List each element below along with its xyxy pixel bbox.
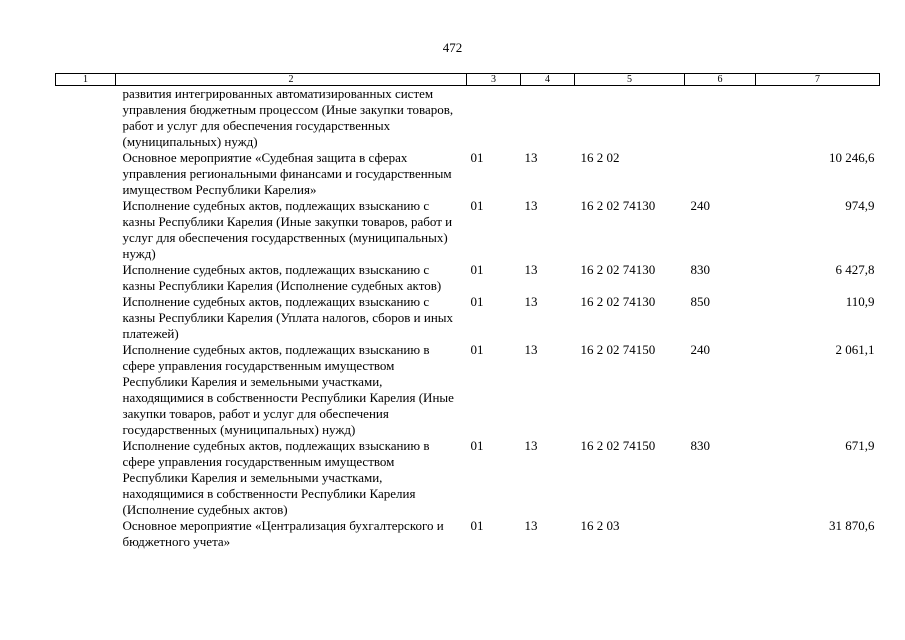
row-expense-type: 830 [690,438,710,453]
row-description: Исполнение судебных актов, подлежащих взысканию с казны Республики Карелия (Иные закупки товаров, работ и услуг для обеспечения государственных (муниципальных) нужд) [122,198,453,261]
table-row [56,342,880,438]
row-amount: 10 246,6 [829,150,875,165]
row-description: Исполнение судебных актов, подлежащих взысканию в сфере управления государственным имуществом Республики Карелия и земельными участками, находящимися в собственности Республики Карелия (Иные закупки товаров, работ и услуг для обеспечения государственных (муниципальных) нужд) [122,342,454,437]
row-target-code [575,86,685,151]
row-section: 01 [470,518,484,533]
row-description: Основное мероприятие «Судебная защита в сферах управления региональными финансами и государственным имуществом Республики Карелия» [122,150,452,197]
row-target-code: 16 2 02 74150 [580,438,656,453]
row-target-code: 16 2 02 74130 [580,198,656,213]
row-description: Исполнение судебных актов, подлежащих взысканию с казны Республики Карелия (Исполнение судебных актов) [122,262,442,293]
table-row [56,438,880,518]
table-row [56,262,880,294]
row-section: 01 [470,294,484,309]
budget-table [55,73,880,550]
row-section: 01 [470,150,484,165]
row-expense-type: 850 [690,294,710,309]
row-subsection: 13 [524,150,538,165]
row-description: Исполнение судебных актов, подлежащих взысканию в сфере управления государственным имуществом Республики Карелия и земельными участками, находящимися в собственности Республики Карелия (Исполнение судебных актов) [122,438,430,517]
row-expense-type: 830 [690,262,710,277]
column-header-7: 7 [756,74,880,86]
row-section: 01 [470,198,484,213]
column-number-row [56,74,880,86]
column-header-3: 3 [467,74,521,86]
table-row [56,150,880,198]
row-expense-type: 240 [690,342,710,357]
row-subsection: 13 [524,518,538,533]
table-row [56,294,880,342]
row-amount: 31 870,6 [829,518,875,533]
row-description: Основное мероприятие «Централизация бухгалтерского и бюджетного учета» [122,518,444,549]
column-header-4: 4 [521,74,575,86]
row-subsection: 13 [524,438,538,453]
row-target-code: 16 2 02 74130 [580,294,656,309]
row-section [467,86,521,151]
row-expense-type [685,518,756,550]
row-subsection [521,86,575,151]
row-expense-type: 240 [690,198,710,213]
row-section: 01 [470,438,484,453]
page-number: 472 [442,40,463,55]
row-amount: 2 061,1 [835,342,875,357]
table-row [56,198,880,262]
row-subsection: 13 [524,198,538,213]
row-amount: 110,9 [845,294,875,309]
row-target-code: 16 2 03 [580,518,620,533]
row-section: 01 [470,342,484,357]
row-subsection: 13 [524,294,538,309]
row-section: 01 [470,262,484,277]
row-target-code: 16 2 02 [580,150,620,165]
table-row [56,518,880,550]
column-header-2: 2 [116,74,467,86]
row-amount: 6 427,8 [835,262,875,277]
column-header-1: 1 [56,74,116,86]
row-description: Исполнение судебных актов, подлежащих взысканию с казны Республики Карелия (Уплата налогов, сборов и иных платежей) [122,294,454,341]
row-amount: 671,9 [845,438,875,453]
row-expense-type [685,150,756,198]
row-subsection: 13 [524,342,538,357]
row-target-code: 16 2 02 74150 [580,342,656,357]
row-subsection: 13 [524,262,538,277]
column-header-6: 6 [685,74,756,86]
row-expense-type [685,86,756,151]
column-header-5: 5 [575,74,685,86]
row-amount: 974,9 [845,198,875,213]
row-description: развития интегрированных автоматизированных систем управления бюджетным процессом (Иные закупки товаров, работ и услуг для обеспечения государственных (муниципальных) нужд) [122,86,454,149]
table-row [56,86,880,151]
row-target-code: 16 2 02 74130 [580,262,656,277]
row-amount [756,86,880,151]
